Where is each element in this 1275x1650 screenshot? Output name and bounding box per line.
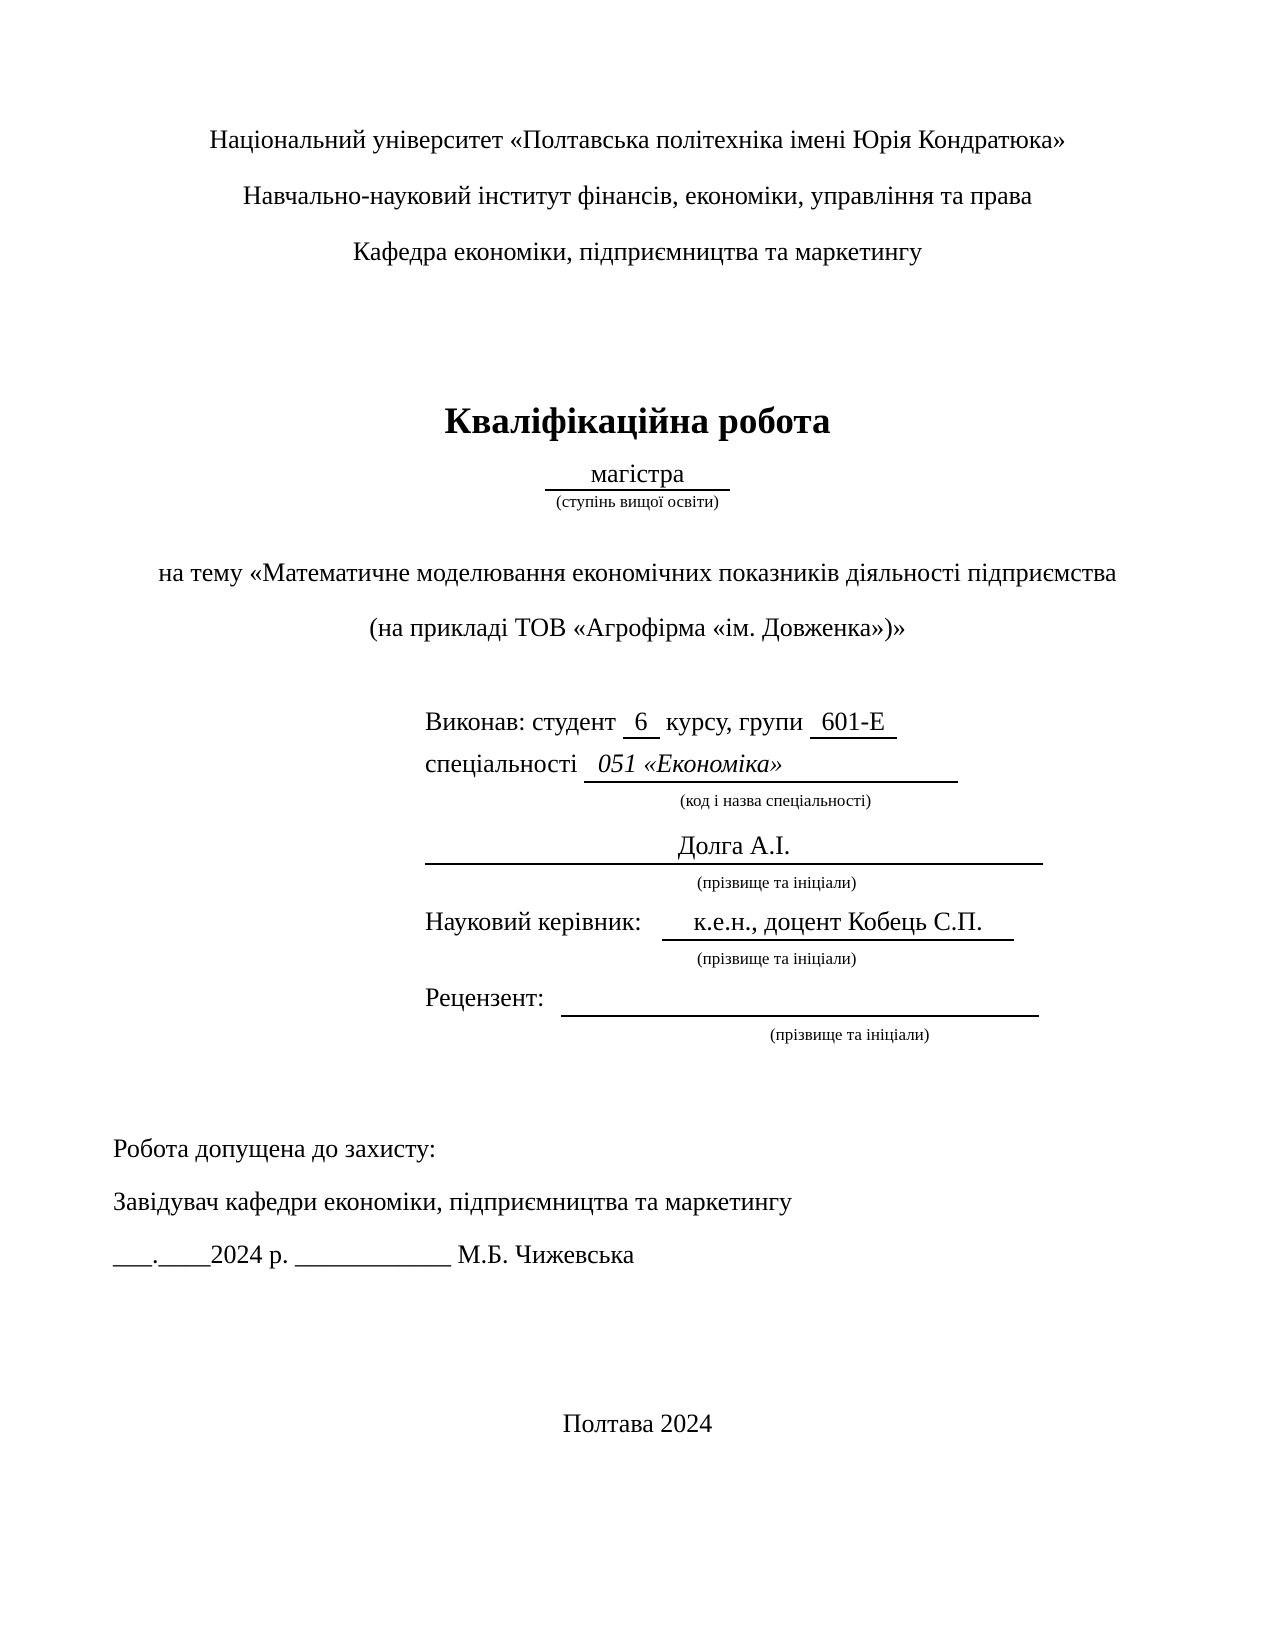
admission-line-1: Робота допущена до захисту: [113,1134,436,1163]
institute-name: Навчально-науковий інститут фінансів, економіки, управління та права [242,181,1033,210]
degree-caption: (ступінь вищої освіти) [556,492,719,511]
student-name: Долга А.І. [425,829,1043,865]
reviewer-blank-line [561,981,1039,1017]
work-title: Кваліфікаційна робота [444,401,831,442]
course-value: 6 [623,707,660,739]
specialty-label: спеціальності [425,749,578,778]
degree-value: магістра [545,459,730,491]
university-name: Національний університет «Полтавська політехніка імені Юрія Кондратюка» [209,125,1066,154]
specialty-caption: (код і назва спеціальності) [680,791,872,810]
group-value: 601-Е [810,707,898,739]
degree-line [0,458,1275,490]
author-block [425,705,1065,1045]
supervisor-line [425,905,1065,941]
between-label: курсу, групи [666,707,804,736]
admission-block [113,1122,792,1281]
supervisor-label: Науковий керівник: [425,907,642,936]
document-header [0,112,1275,280]
reviewer-caption: (прізвище та ініціали) [770,1025,930,1044]
reviewer-line [425,981,1065,1017]
admission-line-2: Завідувач кафедри економіки, підприємництва та маркетингу [113,1187,793,1216]
specialty-line [425,747,1065,783]
supervisor-caption: (прізвище та ініціали) [697,949,857,968]
topic-block [0,545,1275,655]
city-year: Полтава 2024 [562,1409,713,1438]
topic-line-1: на тему «Математичне моделювання економічних показників діяльності підприємства [158,558,1117,587]
department-name: Кафедра економіки, підприємництва та маркетингу [352,237,923,266]
reviewer-label: Рецензент: [425,983,545,1012]
performed-label: Виконав: студент [425,707,616,736]
student-name-line [425,823,1065,865]
topic-line-2: (на прикладі ТОВ «Агрофірма «ім. Довженка»)» [369,613,906,642]
admission-line-3: ___.____2024 р. ____________ М.Б. Чижевська [113,1240,635,1269]
student-name-caption: (прізвище та ініціали) [697,873,857,892]
supervisor-value: к.е.н., доцент Кобець С.П. [662,905,1014,941]
specialty-value: 051 «Економіка» [584,747,958,783]
performed-line [425,705,1065,739]
